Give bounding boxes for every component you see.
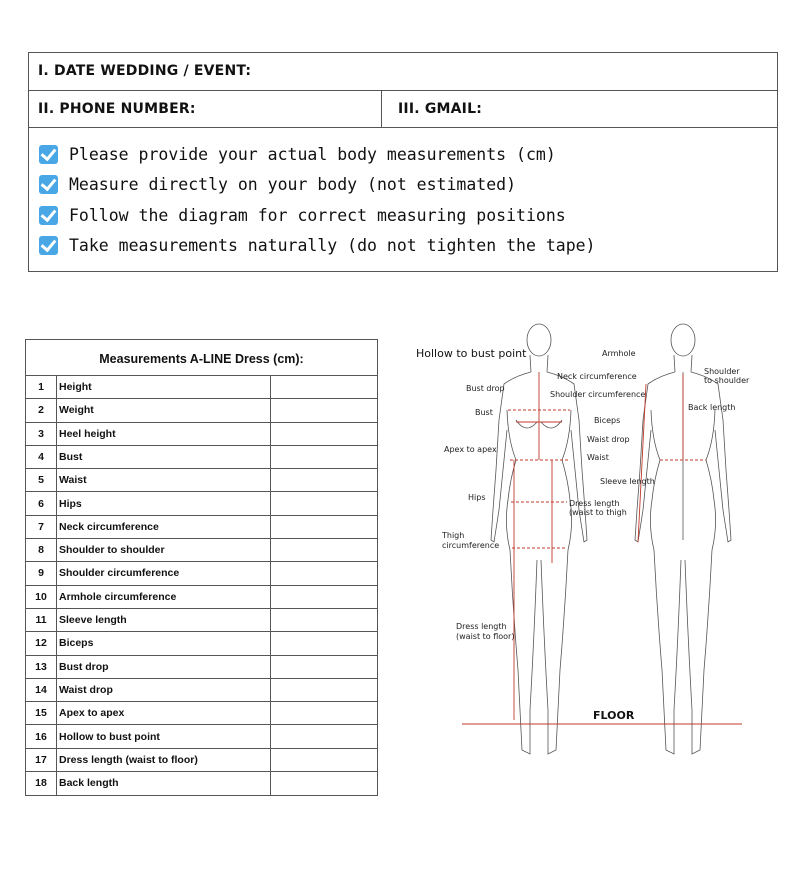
table-row (26, 423, 377, 446)
row-label: Back length (59, 777, 119, 790)
measurement-value-cell[interactable] (270, 609, 377, 631)
row-label: Heel height (59, 427, 116, 440)
table-row (26, 656, 377, 679)
instruction-text: Measure directly on your body (not estimated) (69, 175, 517, 195)
row-label: Weight (59, 404, 94, 417)
instruction-text: Follow the diagram for correct measuring positions (69, 205, 566, 225)
row-number: 16 (35, 730, 47, 743)
table-row (26, 726, 377, 749)
measurement-value-cell[interactable] (270, 539, 377, 561)
row-number: 14 (35, 683, 47, 696)
label-hollow-to-bust-point: Hollow to bust point (416, 347, 527, 360)
row-label: Hips (59, 497, 82, 510)
customer-info-box (28, 52, 778, 272)
event-date-row[interactable] (29, 53, 777, 91)
label-waist: Waist (587, 453, 609, 462)
label-back-length: Back length (688, 403, 736, 412)
row-number: 15 (35, 707, 47, 720)
instruction-text: Take measurements naturally (do not tighten the tape) (69, 236, 596, 256)
label-shoulder-circumference: Shoulder circumference (550, 390, 646, 399)
check-mark-icon (39, 145, 58, 164)
measurement-value-cell[interactable] (270, 399, 377, 421)
measurement-value-cell[interactable] (270, 562, 377, 584)
phone-number-label: II. PHONE NUMBER: (38, 101, 196, 117)
table-row (26, 376, 377, 399)
measurement-value-cell[interactable] (270, 423, 377, 445)
measurement-value-cell[interactable] (270, 726, 377, 748)
row-label: Shoulder to shoulder (59, 544, 165, 557)
table-row (26, 632, 377, 655)
row-number: 3 (38, 427, 44, 440)
row-label: Bust (59, 450, 83, 463)
measurement-value-cell[interactable] (270, 516, 377, 538)
instruction-item (39, 231, 767, 262)
instruction-item (39, 200, 767, 231)
gmail-label: III. GMAIL: (398, 101, 483, 117)
row-label: Height (59, 381, 92, 393)
instruction-item (39, 170, 767, 201)
row-number: 13 (35, 660, 47, 673)
label-dress-length-thigh: Dress length (569, 499, 620, 508)
table-row (26, 609, 377, 632)
table-row (26, 516, 377, 539)
row-label: Armhole circumference (59, 590, 177, 603)
row-number: 10 (35, 590, 47, 603)
table-row (26, 772, 377, 795)
label-dress-length-thigh: (waist to thigh (569, 508, 627, 517)
row-label: Bust drop (59, 660, 109, 673)
label-shoulder-to-shoulder: Shoulder (704, 367, 740, 376)
label-hips: Hips (468, 493, 486, 502)
table-row (26, 702, 377, 725)
row-number: 4 (38, 450, 44, 463)
row-label: Neck circumference (59, 520, 159, 533)
table-row (26, 399, 377, 422)
contact-row (29, 91, 777, 128)
table-row (26, 586, 377, 609)
row-label: Shoulder circumference (59, 567, 180, 580)
label-biceps: Biceps (594, 416, 621, 425)
row-label: Waist (59, 474, 87, 487)
label-apex-to-apex: Apex to apex (444, 445, 497, 454)
row-number: 12 (35, 637, 47, 650)
row-label: Sleeve length (59, 614, 127, 626)
contact-divider (381, 91, 382, 127)
label-shoulder-to-shoulder: to shoulder (704, 376, 750, 385)
row-label: Apex to apex (59, 707, 125, 720)
label-neck-circumference: Neck circumference (557, 372, 637, 381)
row-number: 17 (35, 753, 47, 766)
row-label: Waist drop (59, 683, 113, 696)
table-row (26, 749, 377, 772)
label-bust: Bust (475, 408, 493, 417)
row-number: 6 (38, 497, 44, 510)
label-sleeve-length: Sleeve length (600, 477, 655, 486)
instructions-list (39, 139, 767, 261)
measurement-value-cell[interactable] (270, 376, 377, 398)
row-number: 7 (38, 520, 44, 533)
measurement-value-cell[interactable] (270, 749, 377, 771)
measurement-value-cell[interactable] (270, 632, 377, 654)
check-mark-icon (39, 236, 58, 255)
table-row (26, 446, 377, 469)
row-number: 5 (38, 474, 44, 487)
row-label: Biceps (59, 637, 94, 650)
measurement-value-cell[interactable] (270, 772, 377, 795)
row-number: 11 (35, 614, 47, 626)
row-label: Dress length (waist to floor) (59, 753, 198, 766)
table-row (26, 493, 377, 516)
measurement-value-cell[interactable] (270, 586, 377, 608)
label-waist-drop: Waist drop (587, 435, 630, 444)
row-number: 8 (38, 544, 44, 557)
event-date-label: I. DATE WEDDING / EVENT: (38, 63, 252, 79)
measurement-value-cell[interactable] (270, 469, 377, 491)
measurement-value-cell[interactable] (270, 656, 377, 678)
check-mark-icon (39, 175, 58, 194)
body-figure-diagram (380, 310, 794, 770)
measurement-value-cell[interactable] (270, 493, 377, 515)
row-label: Hollow to bust point (59, 730, 160, 743)
row-number: 9 (38, 567, 44, 580)
instruction-text: Please provide your actual body measurements (cm) (69, 144, 556, 164)
label-floor: FLOOR (593, 709, 635, 722)
measurement-value-cell[interactable] (270, 702, 377, 724)
row-number: 18 (35, 777, 47, 790)
check-mark-icon (39, 206, 58, 225)
measurement-value-cell[interactable] (270, 446, 377, 468)
table-row (26, 679, 377, 702)
label-thigh-circumference: Thigh (442, 531, 465, 540)
label-dress-length-floor: (waist to floor) (456, 632, 515, 641)
label-thigh-circumference: circumference (442, 541, 500, 550)
label-bust-drop: Bust drop (466, 384, 505, 393)
measurements-table (25, 339, 378, 796)
table-row (26, 469, 377, 492)
row-number: 1 (38, 381, 44, 393)
measurement-value-cell[interactable] (270, 679, 377, 701)
label-armhole: Armhole (602, 349, 636, 358)
table-row (26, 539, 377, 562)
measurement-diagram (380, 310, 794, 770)
instruction-item (39, 139, 767, 170)
row-number: 2 (38, 404, 44, 417)
label-dress-length-floor: Dress length (456, 622, 507, 631)
table-title: Measurements A-LINE Dress (cm): (26, 340, 377, 376)
table-row (26, 562, 377, 585)
